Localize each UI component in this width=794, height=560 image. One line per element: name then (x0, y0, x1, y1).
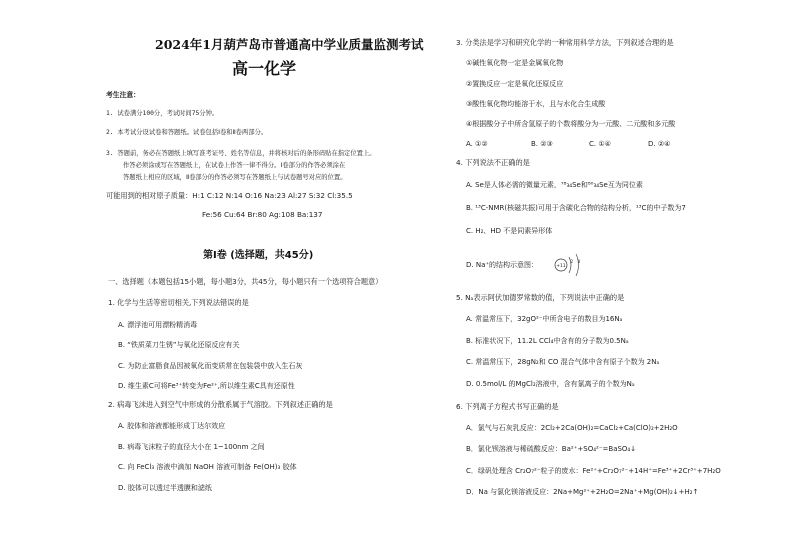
shell-1-electrons: 2 (570, 259, 574, 264)
question-2-option-a: A. 胶体和溶液都能形成丁达尔效应 (118, 422, 226, 430)
sodium-ion-structure-diagram (549, 245, 589, 285)
question-2-option-c: C. 向 FeCl₃ 溶液中滴加 NaOH 溶液可制备 Fe(OH)₃ 胶体 (118, 463, 297, 471)
question-1-stem: 1. 化学与生活等密切相关,下列说法错误的是 (108, 298, 249, 307)
question-1-option-c: C. 为防止富脂食品因被氧化而变质常在包装袋中放入生石灰 (118, 362, 303, 370)
question-3-statement-4: ④根据酸分子中所含氢原子的个数将酸分为一元酸、二元酸和多元酸 (466, 120, 676, 128)
question-5-stem: 5. Nₐ表示阿伏加德罗常数的值，下列说法中正确的是 (456, 293, 625, 302)
notice-item-3-line3: 答题纸上相应的区域，Ⅱ卷部分的作答必须写在答题纸上与试卷题号对应的位置。 (123, 174, 347, 181)
question-3-choice-a: A. ①② (466, 140, 488, 148)
question-3-statement-3: ③酸性氧化物均能溶于水，且与水化合生成酸 (466, 100, 606, 108)
question-5-option-d: D. 0.5mol/L 的MgCl₂溶液中，含有氯离子的个数为Nₐ (466, 380, 635, 388)
question-1-option-a: A. 漂浮池可用漂粉精消毒 (118, 321, 198, 329)
question-2-option-d: D. 胶体可以透过半透膜和滤纸 (118, 484, 212, 492)
exam-title: 2024年1月葫芦岛市普通高中学业质量监测考试 (155, 37, 424, 52)
question-3-stem: 3. 分类法是学习和研究化学的一种常用科学方法，下列叙述合理的是 (456, 38, 674, 47)
question-5-option-a: A. 常温常压下，32gO²⁻中所含电子的数目为16Nₐ (466, 315, 623, 323)
part1-intro: 一、选择题（本题包括15小题，每小题3分，共45分，每小题只有一个选项符合题意） (108, 277, 383, 286)
notice-item-1: 1. 试卷满分100分，考试时间75分钟。 (106, 110, 219, 117)
question-1-option-b: B. “铁质菜刀生锈”与氧化还原反应有关 (118, 341, 240, 349)
nucleus-label: +11 (556, 264, 566, 269)
question-1-option-d: D. 维生素C可将Fe³⁺转变为Fe²⁺,所以维生素C具有还原性 (118, 382, 295, 390)
notice-item-3-line2: 作答必须涂或写在答题纸上，在试卷上作答一律不得分。Ⅰ卷部分的作答必须涂在 (123, 162, 346, 169)
question-2-option-b: B. 病毒飞沫粒子的直径大小在 1~100nm 之间 (118, 443, 265, 451)
question-6-option-a: A．氯气与石灰乳反应：2Cl₂+2Ca(OH)₂=CaCl₂+Ca(ClO)₂+2H₂O (466, 424, 678, 432)
question-6-option-b: B．氯化钡溶液与稀硫酸反应：Ba²⁺+SO₄²⁻=BaSO₄↓ (466, 445, 637, 453)
question-5-option-b: B. 标准状况下，11.2L CCl₄中含有的分子数为0.5Nₐ (466, 337, 629, 345)
atomic-masses-line1: 可能用到的相对原子质量：H:1 C:12 N:14 O:16 Na:23 Al:27 S:32 Cl:35.5 (106, 191, 353, 200)
notice-item-3: 3. 答题前，务必在答题纸上填写准考证号、姓名等信息，并将核对后的条形码贴在指定位置上。 (106, 150, 376, 157)
question-3-choice-b: B. ②③ (531, 140, 553, 148)
atomic-masses-line2: Fe:56 Cu:64 Br:80 Ag:108 Ba:137 (202, 210, 323, 219)
shell-arc-2 (576, 254, 579, 276)
notice-item-2: 2. 本考试分设试卷和答题纸。试卷包括Ⅰ卷和Ⅱ卷两部分。 (106, 129, 268, 136)
shell-2-electrons: 8 (577, 259, 581, 264)
question-4-option-b: B. ¹³C-NMR(核磁共振)可用于含碳化合物的结构分析，¹³C的中子数为7 (466, 204, 686, 212)
question-4-stem: 4. 下列说法不正确的是 (456, 158, 530, 167)
part1-title: 第Ⅰ卷 (选择题，共45分) (203, 250, 314, 261)
question-2-stem: 2. 病毒飞沫进入到空气中形成的分散系属于气溶胶。下列叙述正确的是 (108, 400, 333, 409)
question-4-option-c: C. H₂、HD 不是同素异形体 (466, 227, 553, 235)
subject-title: 高一化学 (232, 59, 297, 78)
question-4-option-d: D. Na⁺的结构示意图： (466, 261, 539, 269)
question-5-option-c: C. 常温常压下，28gN₂和 CO 混合气体中含有原子个数为 2Nₐ (466, 358, 660, 366)
question-3-statement-2: ②置换反应一定是氧化还原反应 (466, 80, 564, 88)
question-3-statement-1: ①碱性氧化物一定是金属氧化物 (466, 59, 564, 67)
question-6-option-c: C．绿矾处理含 Cr₂O₇²⁻粒子的废水：Fe²⁺+Cr₂O₇²⁻+14H⁺=Fe³⁺+2Cr³⁺+7H₂O (466, 467, 721, 475)
notice-heading: 考生注意： (106, 91, 140, 99)
question-6-option-d: D．Na 与氯化镁溶液反应：2Na+Mg²⁺+2H₂O=2Na⁺+Mg(OH)₂↓+H₂↑ (466, 488, 699, 496)
question-6-stem: 6. 下列离子方程式书写正确的是 (456, 402, 559, 411)
question-4-option-a: A. Se是人体必需的微量元素，⁷⁸₃₄Se和⁸⁰₃₄Se互为同位素 (466, 181, 643, 189)
question-3-choice-c: C. ①④ (589, 140, 611, 148)
question-3-choice-d: D. ②④ (648, 140, 671, 148)
